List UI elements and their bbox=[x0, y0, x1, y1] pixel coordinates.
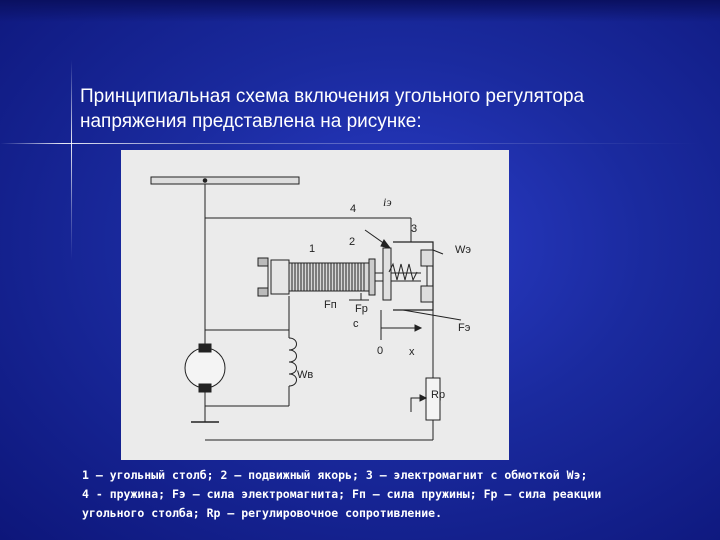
schematic-svg bbox=[121, 150, 509, 460]
label-field-winding: Wв bbox=[297, 369, 314, 381]
carbon-pile-end bbox=[271, 260, 289, 294]
label-carbon-pile-num: 1 bbox=[309, 243, 316, 255]
label-current: iэ bbox=[383, 195, 392, 209]
caption-line-3: угольного столба; Rр – регулировочное сопротивление. bbox=[82, 506, 443, 520]
figure-caption bbox=[82, 466, 710, 523]
caption-line-2: 4 - пружина; Fэ – сила электромагнита; Fп – сила пружины; Fр – сила реакции bbox=[82, 487, 602, 501]
junction-dot bbox=[203, 179, 207, 183]
slide-title bbox=[80, 84, 700, 134]
caption-line-1: 1 – угольный столб; 2 – подвижный якорь; 3 – электромагнит с обмоткой Wэ; bbox=[82, 468, 588, 482]
label-reaction-point: c bbox=[353, 318, 359, 330]
title-line-2: напряжения представлена на рисунке: bbox=[80, 111, 422, 132]
regulator-schematic bbox=[121, 150, 509, 460]
label-winding: Wэ bbox=[455, 244, 471, 256]
label-electromagnet-num: 3 bbox=[411, 223, 418, 235]
armature-plate bbox=[369, 259, 375, 295]
decorative-horizontal-line bbox=[0, 143, 700, 144]
top-shadow bbox=[0, 0, 720, 22]
label-armature-num: 2 bbox=[349, 236, 356, 248]
generator bbox=[185, 348, 225, 388]
decorative-vertical-line bbox=[71, 60, 72, 260]
magnet-force-leader bbox=[403, 310, 461, 320]
label-magnet-force: Fэ bbox=[458, 322, 471, 334]
label-resistor: Rр bbox=[431, 389, 446, 401]
label-spring-force: Fп bbox=[324, 299, 337, 311]
label-spring-num: 4 bbox=[350, 203, 357, 215]
label-reaction-force: Fр bbox=[355, 303, 368, 315]
field-winding bbox=[289, 338, 297, 386]
top-bus-bar bbox=[151, 177, 299, 184]
label-axis-x: x bbox=[409, 346, 415, 358]
title-line-1: Принципиальная схема включения угольного регулятора bbox=[80, 86, 585, 107]
spring bbox=[389, 264, 417, 280]
label-origin: 0 bbox=[377, 345, 384, 357]
